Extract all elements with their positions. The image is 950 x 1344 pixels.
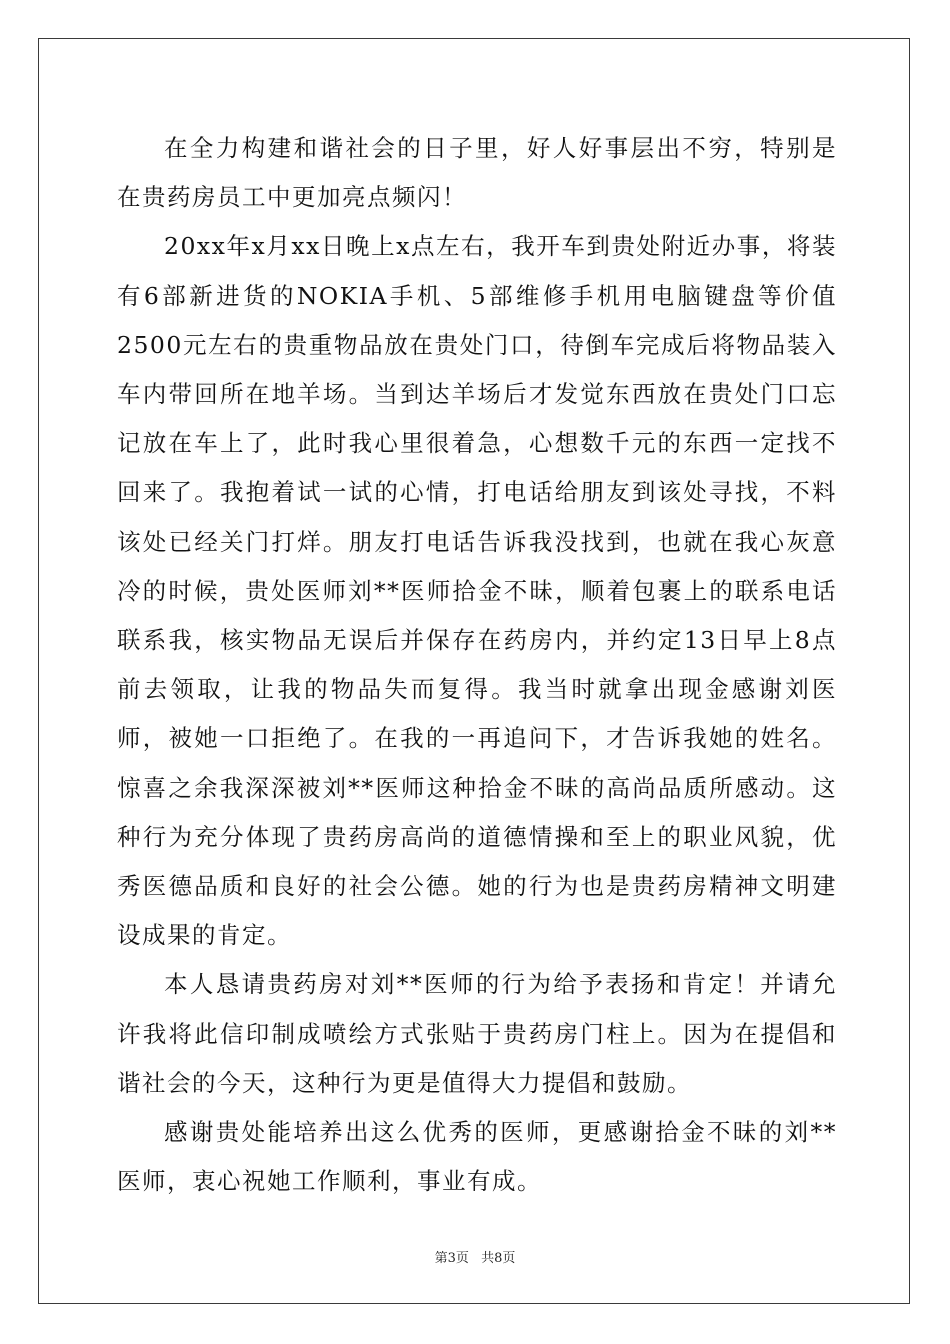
page-number: 第3页 — [434, 1251, 469, 1266]
page-total: 共8页 — [481, 1251, 516, 1266]
document-body — [117, 124, 837, 1206]
paragraph-2: 20xx年x月xx日晚上x点左右，我开车到贵处附近办事，将装有6部新进货的NOKIA手机、5部维修手机用电脑键盘等价值2500元左右的贵重物品放在贵处门口，待倒车完成后将物品装入车内带回所在地羊场。当到达羊场后才发觉东西放在贵处门口忘记放在车上了，此时我心里很着急，心想数千元的东西一定找不回来了。我抱着试一试的心情，打电话给朋友到该处寻找，不料该处已经关门打烊。朋友打电话告诉我没找到，也就在我心灰意冷的时候，贵处医师刘**医师拾金不昧，顺着包裹上的联系电话联系我，核实物品无误后并保存在药房内，并约定13日早上8点前去领取，让我的物品失而复得。我当时就拿出现金感谢刘医师，被她一口拒绝了。在我的一再追问下，才告诉我她的姓名。惊喜之余我深深被刘**医师这种拾金不昧的高尚品质所感动。这种行为充分体现了贵药房高尚的道德情操和至上的职业风貌，优秀医德品质和良好的社会公德。她的行为也是贵药房精神文明建设成果的肯定。 — [117, 232, 837, 950]
paragraph-3: 本人恳请贵药房对刘**医师的行为给予表扬和肯定！并请允许我将此信印制成喷绘方式张贴于贵药房门柱上。因为在提倡和谐社会的今天，这种行为更是值得大力提倡和鼓励。 — [117, 970, 837, 1097]
paragraph-4: 感谢贵处能培养出这么优秀的医师，更感谢拾金不昧的刘**医师，衷心祝她工作顺利，事业有成。 — [117, 1118, 837, 1196]
paragraph-1: 在全力构建和谐社会的日子里，好人好事层出不穷，特别是在贵药房员工中更加亮点频闪！ — [117, 134, 837, 212]
page-footer — [0, 1247, 950, 1266]
